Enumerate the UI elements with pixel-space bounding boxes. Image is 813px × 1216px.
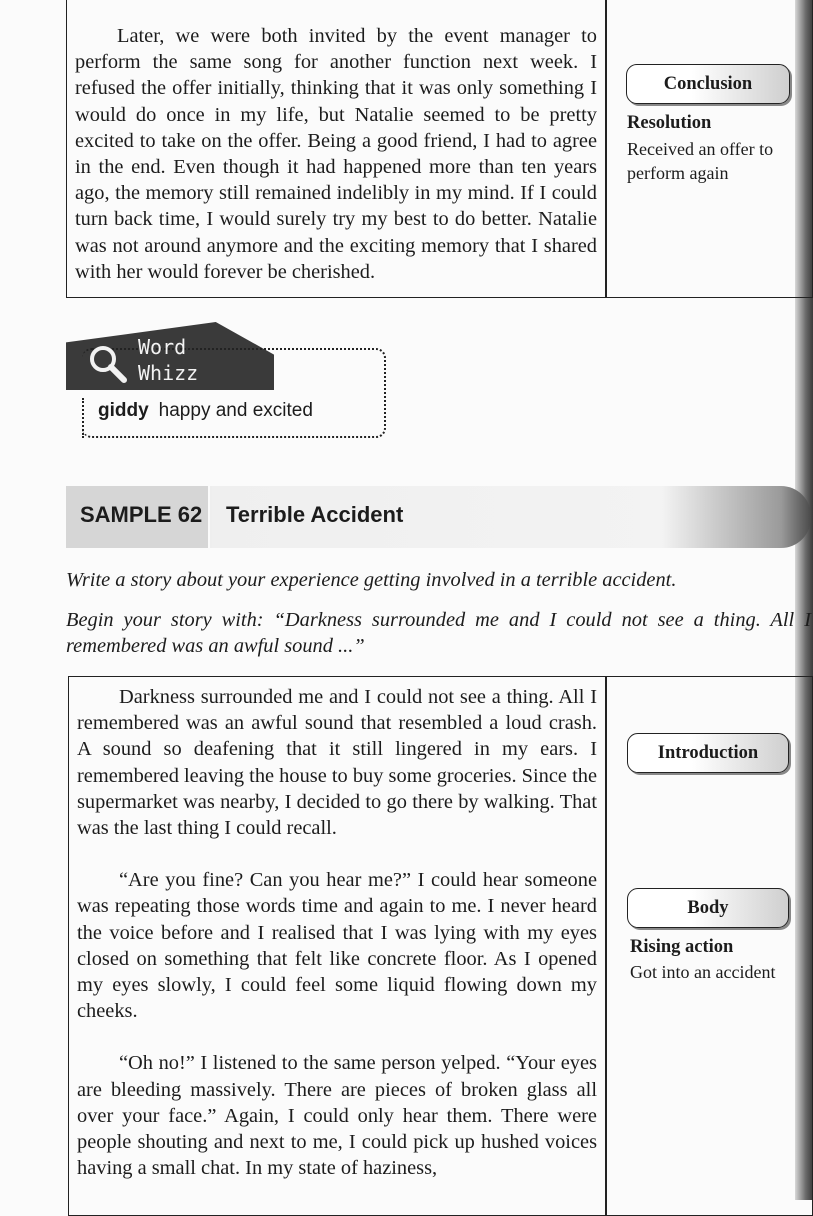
resolution-heading: Resolution xyxy=(627,113,712,133)
word-whizz-title: Word Whizz xyxy=(138,335,199,385)
conclusion-pill: Conclusion xyxy=(626,64,790,104)
story-paragraph-3: “Oh no!” I listened to the same person yelped. “Your eyes are bleeding massively. There are pieces of broken glass all over your face.” Again, I could only hear them. There were people shouting and next to me, I could pick up hushed voices having a small chat. In my state of haziness, xyxy=(77,1052,597,1180)
vocab-word: giddy xyxy=(98,400,149,421)
resolution-text: Received an offer to perform again xyxy=(627,139,774,183)
vocab-definition: happy and excited xyxy=(158,400,313,421)
rising-action-heading: Rising action xyxy=(630,937,734,957)
introduction-pill: Introduction xyxy=(627,733,789,773)
rising-action-text: Got into an accident xyxy=(630,962,776,982)
top-story-paragraph: Later, we were both invited by the event manager to perform the same song for another function next week. I refused the offer initially, thinking that it was only something I would do once in my life, but Natalie seemed to be pretty excited to take on the offer. Being a good friend, I had to agree in the end. Even though it had happened more than ten years ago, the memory still remained indelibly in my mind. If I could turn back time, I would surely try my best to do better. Natalie was not around anymore and the exciting memory that I shared with her would forever be cherished. xyxy=(75,25,597,283)
story-paragraph-2: “Are you fine? Can you hear me?” I could hear someone was repeating those words time and again to me. I never heard the voice before and I realised that I was lying with my eyes closed on something that felt like concrete floor. As I opened my eyes slowly, I could feel some liquid flowing down my cheeks. xyxy=(77,869,597,1023)
story-paragraph-1: Darkness surrounded me and I could not see a thing. All I remembered was an awful sound that resembled a loud crash. A sound so deafening that it still lingered in my ears. I remembered leaving the house to buy some groceries. Since the supermarket was nearby, I decided to go there by walking. That was the last thing I could recall. xyxy=(77,686,597,840)
begin-prompt: Begin your story with: “Darkness surrounded me and I could not see a thing. All I remembered was an awful sound ...” xyxy=(66,609,811,657)
sample-title: Terrible Accident xyxy=(226,502,404,527)
word-whizz-entry xyxy=(98,400,313,422)
task-prompt: Write a story about your experience getting involved in a terrible accident. xyxy=(66,569,677,591)
sample-number: SAMPLE 62 xyxy=(80,502,203,527)
story-text xyxy=(77,684,597,1181)
magnifier-icon xyxy=(86,342,130,386)
body-pill: Body xyxy=(627,888,789,928)
